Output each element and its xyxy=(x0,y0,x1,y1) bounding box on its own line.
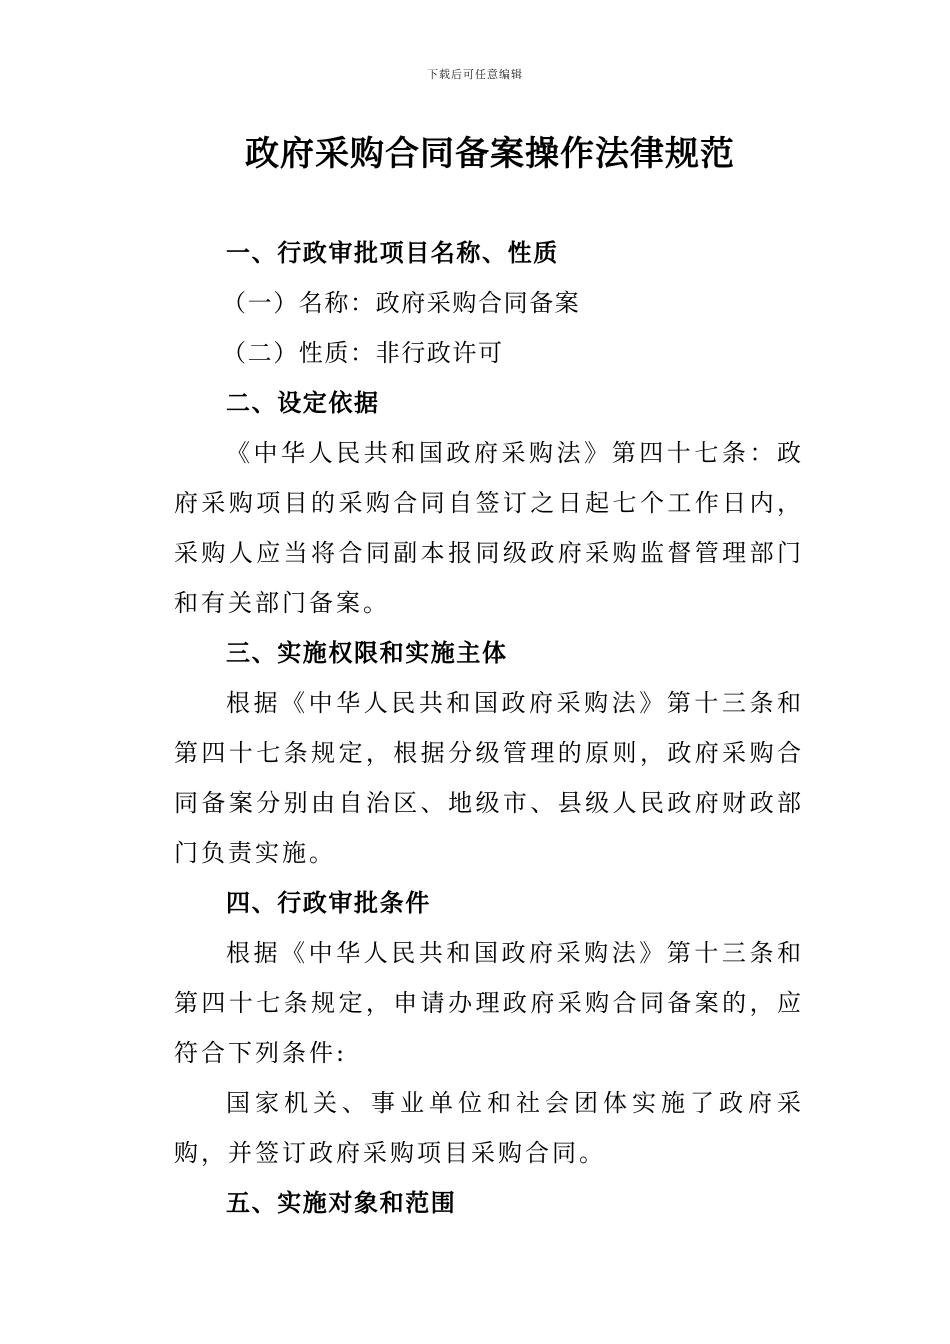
header-note: 下载后可任意编辑 xyxy=(427,68,523,81)
section-heading-4: 四、行政审批条件 xyxy=(226,888,431,917)
section-1-item-name: （一）名称：政府采购合同备案 xyxy=(222,289,581,317)
section-4-paragraph-2: 国家机关、事业单位和社会团体实施了政府采购，并签订政府采购项目采购合同。 xyxy=(174,1089,804,1167)
document-body xyxy=(174,228,804,1228)
section-heading-1: 一、行政审批项目名称、性质 xyxy=(226,238,559,267)
section-1-item-nature: （二）性质：非行政许可 xyxy=(222,339,504,367)
section-heading-2: 二、设定依据 xyxy=(226,388,380,417)
section-heading-3: 三、实施权限和实施主体 xyxy=(226,638,508,667)
section-heading-5: 五、实施对象和范围 xyxy=(226,1188,457,1217)
section-2-paragraph: 《中华人民共和国政府采购法》第四十七条：政府采购项目的采购合同自签订之日起七个工作日内，采购人应当将合同副本报同级政府采购监督管理部门和有关部门备案。 xyxy=(174,439,804,617)
section-3-paragraph: 根据《中华人民共和国政府采购法》第十三条和第四十七条规定，根据分级管理的原则，政府采购合同备案分别由自治区、地级市、县级人民政府财政部门负责实施。 xyxy=(174,689,804,867)
document-title: 政府采购合同备案操作法律规范 xyxy=(245,134,735,174)
section-4-paragraph-1: 根据《中华人民共和国政府采购法》第十三条和第四十七条规定，申请办理政府采购合同备案的，应符合下列条件: xyxy=(174,939,804,1067)
